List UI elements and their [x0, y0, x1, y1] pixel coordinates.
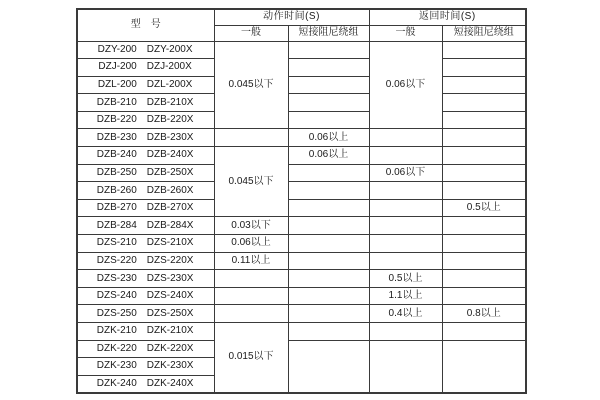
model-name: DZB-210: [96, 96, 137, 108]
cell-return-general: 0.4以上: [369, 305, 442, 323]
cell-return-damping: [442, 287, 526, 305]
model-name-x: DZB-260X: [146, 184, 194, 196]
table-row: [77, 164, 526, 182]
cell-action-damping: [288, 76, 369, 94]
model-cell: [77, 111, 214, 129]
cell-return-general: [369, 199, 442, 217]
model-name-x: DZB-230X: [146, 131, 194, 143]
cell-action-damping: [288, 340, 369, 393]
model-name: DZB-270: [96, 202, 137, 214]
model-name-x: DZB-210X: [146, 96, 194, 108]
model-cell: [77, 287, 214, 305]
model-name-x: DZK-210X: [146, 325, 194, 337]
cell-action-damping: [288, 111, 369, 129]
model-cell: [77, 182, 214, 200]
model-name-x: DZS-220X: [146, 254, 194, 266]
table-row: [77, 129, 526, 147]
model-cell: [77, 94, 214, 112]
cell-return-damping: [442, 323, 526, 341]
cell-action-general: [214, 305, 288, 323]
model-name-x: DZJ-200X: [146, 61, 192, 73]
table-row: [77, 182, 526, 200]
table-row: [77, 111, 526, 129]
table-row: [77, 199, 526, 217]
model-cell: [77, 270, 214, 288]
table-row: [77, 235, 526, 253]
model-name: DZS-250: [96, 307, 137, 319]
model-cell: [77, 41, 214, 59]
model-name-x: DZB-220X: [146, 114, 194, 126]
model-name: DZS-230: [96, 272, 137, 284]
cell-action-damping: [288, 270, 369, 288]
model-name-x: DZS-230X: [146, 272, 194, 284]
cell-return-general: [369, 217, 442, 235]
cell-return-general: 0.06以下: [369, 41, 442, 129]
table-row: [77, 305, 526, 323]
cell-return-general: 0.5以上: [369, 270, 442, 288]
cell-return-damping: [442, 41, 526, 59]
cell-action-damping: [288, 94, 369, 112]
model-cell: [77, 252, 214, 270]
cell-return-general: [369, 235, 442, 253]
model-cell: [77, 217, 214, 235]
table-row: [77, 287, 526, 305]
cell-action-damping: [288, 323, 369, 341]
header-row-groups: [77, 9, 526, 25]
model-name: DZB-284: [96, 219, 137, 231]
model-name: DZK-240: [96, 377, 137, 389]
cell-return-general: 0.06以下: [369, 164, 442, 182]
relay-spec-table: [76, 8, 527, 394]
table-row: [77, 94, 526, 112]
model-name: DZB-230: [96, 131, 137, 143]
model-cell: [77, 199, 214, 217]
cell-return-damping: 0.8以上: [442, 305, 526, 323]
cell-return-damping: [442, 59, 526, 77]
model-name-x: DZS-250X: [146, 307, 194, 319]
table-row: [77, 270, 526, 288]
header-return-general: 一般: [369, 25, 442, 41]
model-name-x: DZB-240X: [146, 149, 194, 161]
model-name: DZL-200: [97, 78, 137, 90]
model-cell: [77, 129, 214, 147]
model-name: DZS-210: [96, 237, 137, 249]
model-name: DZB-250: [96, 166, 137, 178]
cell-return-damping: [442, 111, 526, 129]
cell-return-damping: [442, 182, 526, 200]
cell-action-general: [214, 270, 288, 288]
cell-return-damping: [442, 129, 526, 147]
cell-action-general: 0.045以下: [214, 147, 288, 217]
cell-action-damping: [288, 287, 369, 305]
cell-action-general: 0.06以上: [214, 235, 288, 253]
model-name-x: DZB-250X: [146, 166, 194, 178]
cell-return-damping: [442, 270, 526, 288]
model-name: DZS-220: [96, 254, 137, 266]
cell-return-general: [369, 340, 442, 393]
model-cell: [77, 323, 214, 341]
model-name-x: DZK-240X: [146, 377, 194, 389]
model-name: DZK-220: [96, 342, 137, 354]
model-cell: [77, 358, 214, 376]
cell-action-general: [214, 129, 288, 147]
cell-return-general: 1.1以上: [369, 287, 442, 305]
model-name: DZB-240: [96, 149, 137, 161]
cell-action-damping: [288, 41, 369, 59]
model-name: DZS-240: [96, 290, 137, 302]
cell-return-damping: [442, 252, 526, 270]
cell-action-damping: [288, 235, 369, 253]
cell-action-damping: [288, 59, 369, 77]
cell-action-general: 0.03以下: [214, 217, 288, 235]
cell-action-general: 0.015以下: [214, 323, 288, 393]
header-action-time: 动作时间(S): [214, 9, 369, 25]
cell-return-damping: [442, 147, 526, 165]
model-name-x: DZB-284X: [146, 219, 194, 231]
cell-action-damping: [288, 252, 369, 270]
model-name: DZB-220: [96, 114, 137, 126]
cell-action-damping: [288, 199, 369, 217]
model-name: DZJ-200: [98, 61, 137, 73]
cell-return-damping: 0.5以上: [442, 199, 526, 217]
model-name-x: DZS-240X: [146, 290, 194, 302]
cell-return-damping: [442, 164, 526, 182]
table-row: [77, 76, 526, 94]
table-row: [77, 147, 526, 165]
table-row: [77, 59, 526, 77]
cell-action-damping: [288, 217, 369, 235]
model-name-x: DZB-270X: [146, 202, 194, 214]
cell-action-damping: 0.06以上: [288, 147, 369, 165]
model-name: DZK-210: [96, 325, 137, 337]
cell-action-damping: 0.06以上: [288, 129, 369, 147]
cell-action-damping: [288, 305, 369, 323]
cell-return-general: [369, 147, 442, 165]
table-row: [77, 340, 526, 358]
cell-return-damping: [442, 76, 526, 94]
header-action-general: 一般: [214, 25, 288, 41]
model-name-x: DZK-220X: [146, 342, 194, 354]
cell-return-general: [369, 252, 442, 270]
header-return-damping: 短接阻尼绕组: [442, 25, 526, 41]
model-cell: [77, 305, 214, 323]
model-name-x: DZS-210X: [146, 237, 194, 249]
cell-action-general: 0.045以下: [214, 41, 288, 129]
cell-action-damping: [288, 182, 369, 200]
cell-return-general: [369, 323, 442, 341]
model-cell: [77, 76, 214, 94]
cell-return-damping: [442, 94, 526, 112]
table-row: [77, 41, 526, 59]
header-model: 型 号: [77, 9, 214, 41]
cell-return-damping: [442, 340, 526, 393]
cell-return-damping: [442, 235, 526, 253]
model-cell: [77, 147, 214, 165]
cell-action-general: [214, 287, 288, 305]
model-name: DZY-200: [97, 43, 137, 55]
cell-action-general: 0.11以上: [214, 252, 288, 270]
cell-return-general: [369, 129, 442, 147]
table-row: [77, 217, 526, 235]
header-action-damping: 短接阻尼绕组: [288, 25, 369, 41]
model-name-x: DZL-200X: [146, 78, 193, 90]
model-name: DZK-230: [96, 360, 137, 372]
table-row: [77, 323, 526, 341]
table-row: [77, 252, 526, 270]
model-cell: [77, 340, 214, 358]
cell-action-damping: [288, 164, 369, 182]
model-cell: [77, 59, 214, 77]
cell-return-general: [369, 182, 442, 200]
cell-return-damping: [442, 217, 526, 235]
model-cell: [77, 375, 214, 393]
model-name-x: DZY-200X: [146, 43, 193, 55]
model-cell: [77, 164, 214, 182]
header-return-time: 返回时间(S): [369, 9, 526, 25]
model-name: DZB-260: [96, 184, 137, 196]
model-cell: [77, 235, 214, 253]
model-name-x: DZK-230X: [146, 360, 194, 372]
